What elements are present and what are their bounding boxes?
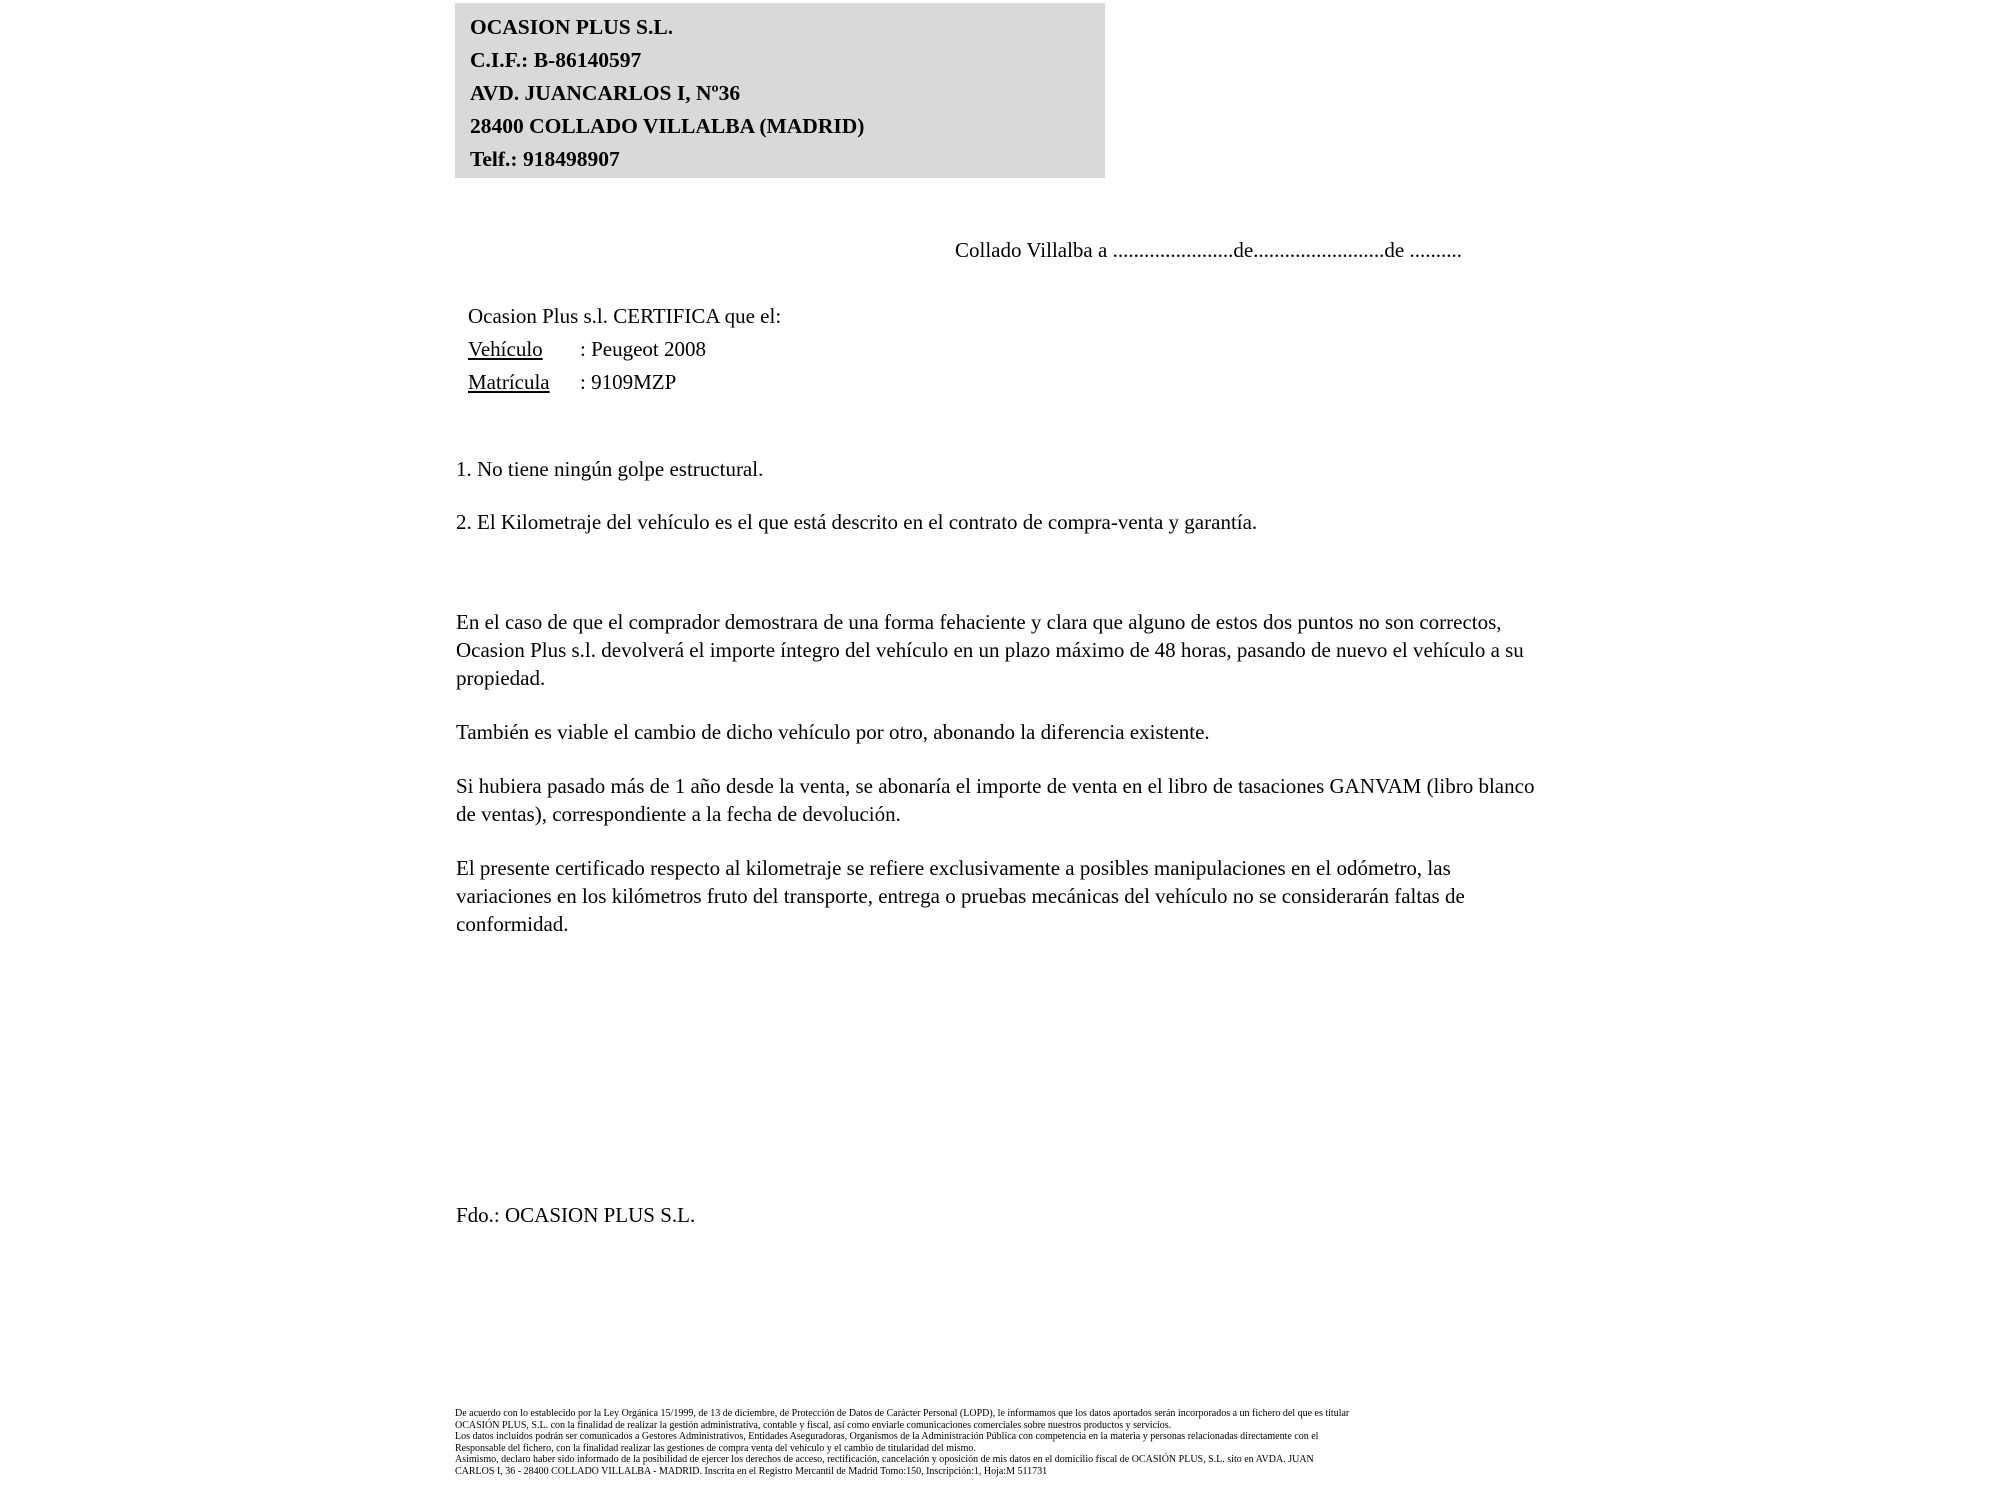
plate-value: : 9109MZP bbox=[580, 370, 677, 394]
footer-registry-line: CARLOS I, 36 - 28400 COLLADO VILLALBA - MADRID. Inscrita en el Registro Mercantil de Madrid Tomo:150, Inscripción:1, Hoja:M 511731 bbox=[455, 1465, 1048, 1477]
signature-line: Fdo.: OCASION PLUS S.L. bbox=[456, 1203, 696, 1227]
footer-lopd-line-4: Responsable del fichero, con la finalidad realizar las gestiones de compra venta del vehículo y el cambio de titularidad del mismo. bbox=[455, 1442, 976, 1454]
certification-block bbox=[468, 300, 781, 399]
point-mileage: 2. El Kilometraje del vehículo es el que está descrito en el contrato de compra-venta y garantía. bbox=[456, 510, 1258, 534]
terms-paragraphs bbox=[456, 608, 1541, 964]
paragraph-exchange: También es viable el cambio de dicho vehículo por otro, abonando la diferencia existente. bbox=[456, 720, 1210, 744]
company-letterhead bbox=[455, 3, 1105, 178]
paragraph-ganvam: Si hubiera pasado más de 1 año desde la venta, se abonaría el importe de venta en el libro de tasaciones GANVAM (libro blanco de ventas), correspondiente a la fecha de devolución. bbox=[456, 774, 1535, 826]
company-city: 28400 COLLADO VILLALBA (MADRID) bbox=[470, 114, 865, 138]
footer-lopd-line-5: Asimismo, declaro haber sido informado de la posibilidad de ejercer los derechos de acceso, rectificación, cancelación y oposición de mis datos en el domicilio fiscal de OCASIÓN PLUS, S.L. sito en AVDA. JUAN bbox=[455, 1454, 1314, 1466]
vehicle-row bbox=[468, 333, 781, 366]
footer-lopd-line-1: De acuerdo con lo establecido por la Ley Orgánica 15/1999, de 13 de diciembre, de Protección de Datos de Carácter Personal (LOPD), le informamos que los datos aportados serán incorporados a un fichero del que es titular bbox=[455, 1408, 1350, 1419]
footer-lopd-line-2: OCASIÓN PLUS, S.L. con la finalidad de realizar la gestión administrativa, contable y fiscal, así como enviarle comunicaciones comerciales sobre nuestros productos y servicios. bbox=[455, 1419, 1172, 1431]
company-name: OCASION PLUS S.L. bbox=[470, 15, 674, 39]
plate-row bbox=[468, 366, 781, 399]
footer-lopd-line-3: Los datos incluidos podrán ser comunicados a Gestores Administrativos, Entidades Aseguradoras, Organismos de la Administración Pública con competencia en la materia y personas relacionadas directamente con el bbox=[455, 1431, 1319, 1443]
point-structural: 1. No tiene ningún golpe estructural. bbox=[456, 457, 764, 481]
vehicle-value: : Peugeot 2008 bbox=[580, 337, 706, 361]
company-phone: Telf.: 918498907 bbox=[470, 147, 620, 171]
certify-intro: Ocasion Plus s.l. CERTIFICA que el: bbox=[468, 304, 782, 328]
paragraph-odometer: El presente certificado respecto al kilometraje se refiere exclusivamente a posibles manipulaciones en el odómetro, las variaciones en los kilómetros fruto del transporte, entrega o pruebas mecánicas del vehículo no se considerarán faltas de conformidad. bbox=[456, 856, 1465, 936]
vehicle-label: Vehículo bbox=[468, 337, 543, 361]
plate-label: Matrícula bbox=[468, 370, 550, 394]
company-cif: C.I.F.: B-86140597 bbox=[470, 48, 642, 72]
company-address: AVD. JUANCARLOS I, Nº36 bbox=[470, 81, 741, 105]
date-fill-in-line: Collado Villalba a .......................de.........................de .......... bbox=[955, 238, 1462, 262]
condition-points bbox=[456, 455, 1546, 561]
legal-footer bbox=[455, 1408, 1605, 1478]
paragraph-refund: En el caso de que el comprador demostrara de una forma fehaciente y clara que alguno de estos dos puntos no son correctos, Ocasion Plus s.l. devolverá el importe íntegro del vehículo en un plazo máximo de 48 horas, pasando de nuevo el vehículo a su propiedad. bbox=[456, 610, 1524, 690]
